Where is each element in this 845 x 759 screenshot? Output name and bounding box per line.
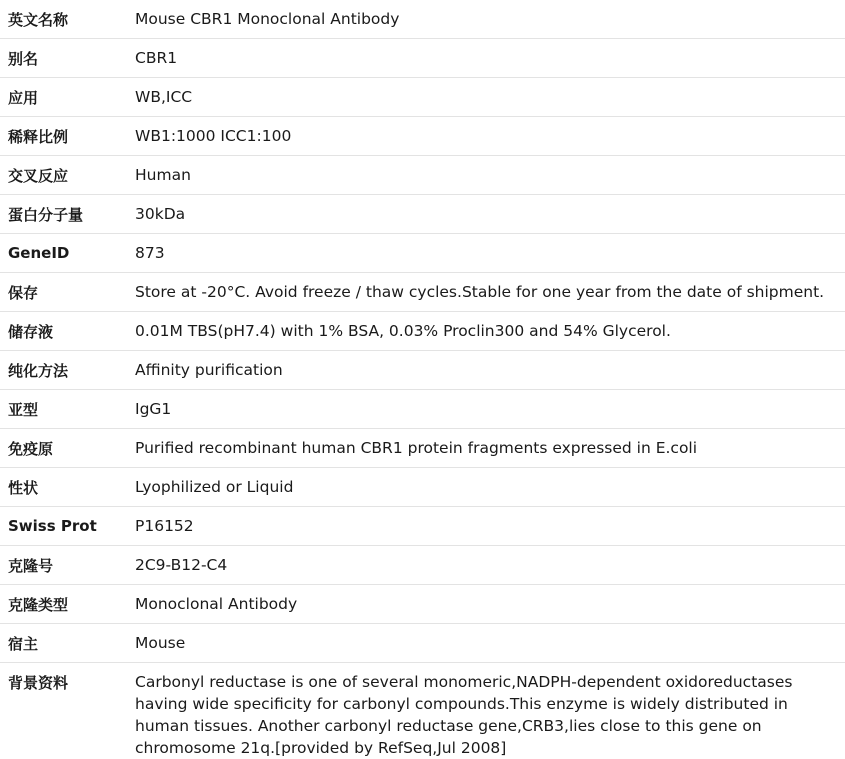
spec-label: 应用 [0, 78, 135, 117]
spec-row-background [0, 663, 845, 759]
spec-label: GeneID [0, 234, 135, 273]
spec-value: Human [135, 156, 845, 195]
spec-row-isotype [0, 390, 845, 429]
spec-label: 保存 [0, 273, 135, 312]
spec-label: 免疫原 [0, 429, 135, 468]
spec-row-molecular-weight [0, 195, 845, 234]
spec-row-gene-id [0, 234, 845, 273]
spec-row-reactivity [0, 156, 845, 195]
spec-row-immunogen [0, 429, 845, 468]
spec-value: CBR1 [135, 39, 845, 78]
spec-label: 交叉反应 [0, 156, 135, 195]
spec-value: 30kDa [135, 195, 845, 234]
spec-label: 背景资料 [0, 663, 135, 759]
spec-value: Mouse [135, 624, 845, 663]
spec-label: 性状 [0, 468, 135, 507]
spec-label: 纯化方法 [0, 351, 135, 390]
spec-row-application [0, 78, 845, 117]
spec-row-form [0, 468, 845, 507]
spec-value: WB,ICC [135, 78, 845, 117]
spec-value: Mouse CBR1 Monoclonal Antibody [135, 0, 845, 39]
spec-value: Lyophilized or Liquid [135, 468, 845, 507]
spec-value: Affinity purification [135, 351, 845, 390]
spec-row-dilution [0, 117, 845, 156]
spec-value: P16152 [135, 507, 845, 546]
spec-value: Carbonyl reductase is one of several monomeric,NADPH-dependent oxidoreductases having wide specificity for carbonyl compounds.This enzyme is widely distributed in human tissues. Another carbonyl reductase gene,CRB3,lies close to this gene on chromosome 21q.[provided by RefSeq,Jul 2008] [135, 663, 845, 759]
spec-row-purification [0, 351, 845, 390]
spec-label: 宿主 [0, 624, 135, 663]
spec-row-storage [0, 273, 845, 312]
spec-row-english-name [0, 0, 845, 39]
spec-row-host [0, 624, 845, 663]
spec-value: IgG1 [135, 390, 845, 429]
spec-label: 别名 [0, 39, 135, 78]
spec-label: 稀释比例 [0, 117, 135, 156]
spec-row-clone-number [0, 546, 845, 585]
spec-value: WB1:1000 ICC1:100 [135, 117, 845, 156]
spec-value: 0.01M TBS(pH7.4) with 1% BSA, 0.03% Proclin300 and 54% Glycerol. [135, 312, 845, 351]
spec-value: Store at -20°C. Avoid freeze / thaw cycles.Stable for one year from the date of shipment. [135, 273, 845, 312]
spec-value: Monoclonal Antibody [135, 585, 845, 624]
spec-label: 蛋白分子量 [0, 195, 135, 234]
spec-row-swiss-prot [0, 507, 845, 546]
spec-row-buffer [0, 312, 845, 351]
spec-label: 克隆类型 [0, 585, 135, 624]
spec-row-alias [0, 39, 845, 78]
spec-value: 2C9-B12-C4 [135, 546, 845, 585]
spec-label: Swiss Prot [0, 507, 135, 546]
spec-label: 亚型 [0, 390, 135, 429]
spec-label: 储存液 [0, 312, 135, 351]
spec-label: 英文名称 [0, 0, 135, 39]
spec-label: 克隆号 [0, 546, 135, 585]
spec-value: 873 [135, 234, 845, 273]
spec-value: Purified recombinant human CBR1 protein fragments expressed in E.coli [135, 429, 845, 468]
spec-row-clonality [0, 585, 845, 624]
